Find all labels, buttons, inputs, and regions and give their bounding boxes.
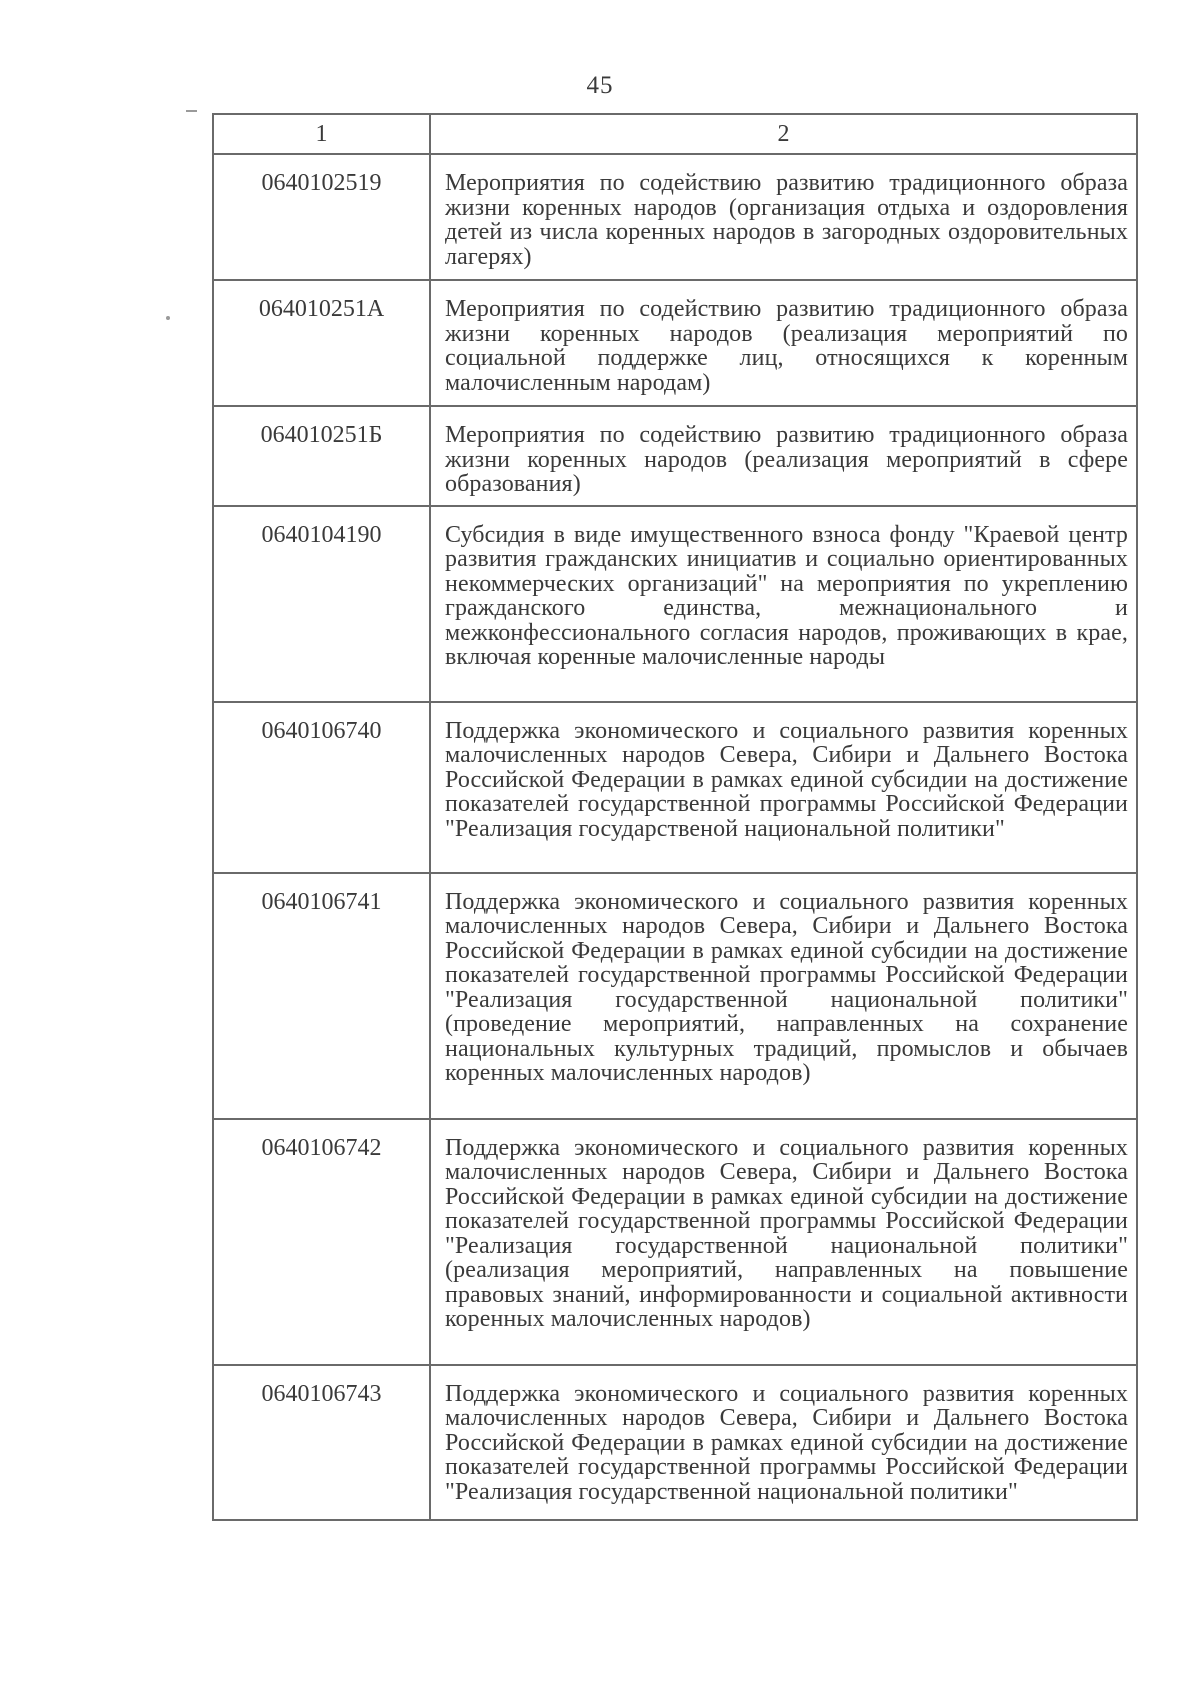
table-row	[213, 154, 1137, 280]
table-row	[213, 702, 1137, 873]
table-row	[213, 1119, 1137, 1365]
page-number: 45	[586, 72, 614, 99]
row-description: Мероприятия по содействию развитию традиционного образа жизни коренных народов (реализация мероприятий по социальной поддержке лиц, относящихся к коренным малочисленным народам)	[430, 280, 1137, 406]
row-description: Поддержка экономического и социального развития коренных малочисленных народов Севера, Сибири и Дальнего Востока Российской Федерации в рамках единой субсидии на достижение показателей государственной программы Российской Федерации "Реализация государственной национальной политики"	[430, 1365, 1137, 1520]
row-description: Субсидия в виде имущественного взноса фонду "Краевой центр развития гражданских инициатив и социально ориентированных некоммерческих организаций" на мероприятия по укреплению гражданского единства, межнационального и межконфессионального согласия народов, проживающих в крае, включая коренные малочисленные народы	[430, 506, 1137, 702]
codes-table	[212, 113, 1138, 1521]
row-code: 0640106742	[213, 1119, 430, 1365]
table-row	[213, 406, 1137, 506]
row-code: 064010251А	[213, 280, 430, 406]
row-description: Мероприятия по содействию развитию традиционного образа жизни коренных народов (организация отдыха и оздоровления детей из числа коренных народов в загородных оздоровительных лагерях)	[430, 154, 1137, 280]
row-description: Поддержка экономического и социального развития коренных малочисленных народов Севера, Сибири и Дальнего Востока Российской Федерации в рамках единой субсидии на достижение показателей государственной программы Российской Федерации "Реализация государственой национальной политики"	[430, 702, 1137, 873]
row-description: Поддержка экономического и социального развития коренных малочисленных народов Севера, Сибири и Дальнего Востока Российской Федерации в рамках единой субсидии на достижение показателей государственной программы Российской Федерации "Реализация государственной национальной политики" (реализация мероприятий, направленных на повышение правовых знаний, информированности и социальной активности коренных малочисленных народов)	[430, 1119, 1137, 1365]
row-description: Мероприятия по содействию развитию традиционного образа жизни коренных народов (реализация мероприятий в сфере образования)	[430, 406, 1137, 506]
table-row	[213, 506, 1137, 702]
column-header-code: 1	[213, 114, 430, 154]
row-code: 0640102519	[213, 154, 430, 280]
row-description: Поддержка экономического и социального развития коренных малочисленных народов Севера, Сибири и Дальнего Востока Российской Федерации в рамках единой субсидии на достижение показателей государственной программы Российской Федерации "Реализация государственной национальной политики" (проведение мероприятий, направленных на сохранение национальных культурных традиций, промыслов и обычаев коренных малочисленных народов)	[430, 873, 1137, 1119]
row-code: 0640106743	[213, 1365, 430, 1520]
scan-mark-dot	[166, 316, 170, 320]
row-code: 0640104190	[213, 506, 430, 702]
row-code: 064010251Б	[213, 406, 430, 506]
row-code: 0640106740	[213, 702, 430, 873]
column-header-description: 2	[430, 114, 1137, 154]
row-code: 0640106741	[213, 873, 430, 1119]
table-row	[213, 280, 1137, 406]
table-row	[213, 1365, 1137, 1520]
table-header-row	[213, 114, 1137, 154]
scan-mark-dash	[186, 110, 197, 112]
table-row	[213, 873, 1137, 1119]
